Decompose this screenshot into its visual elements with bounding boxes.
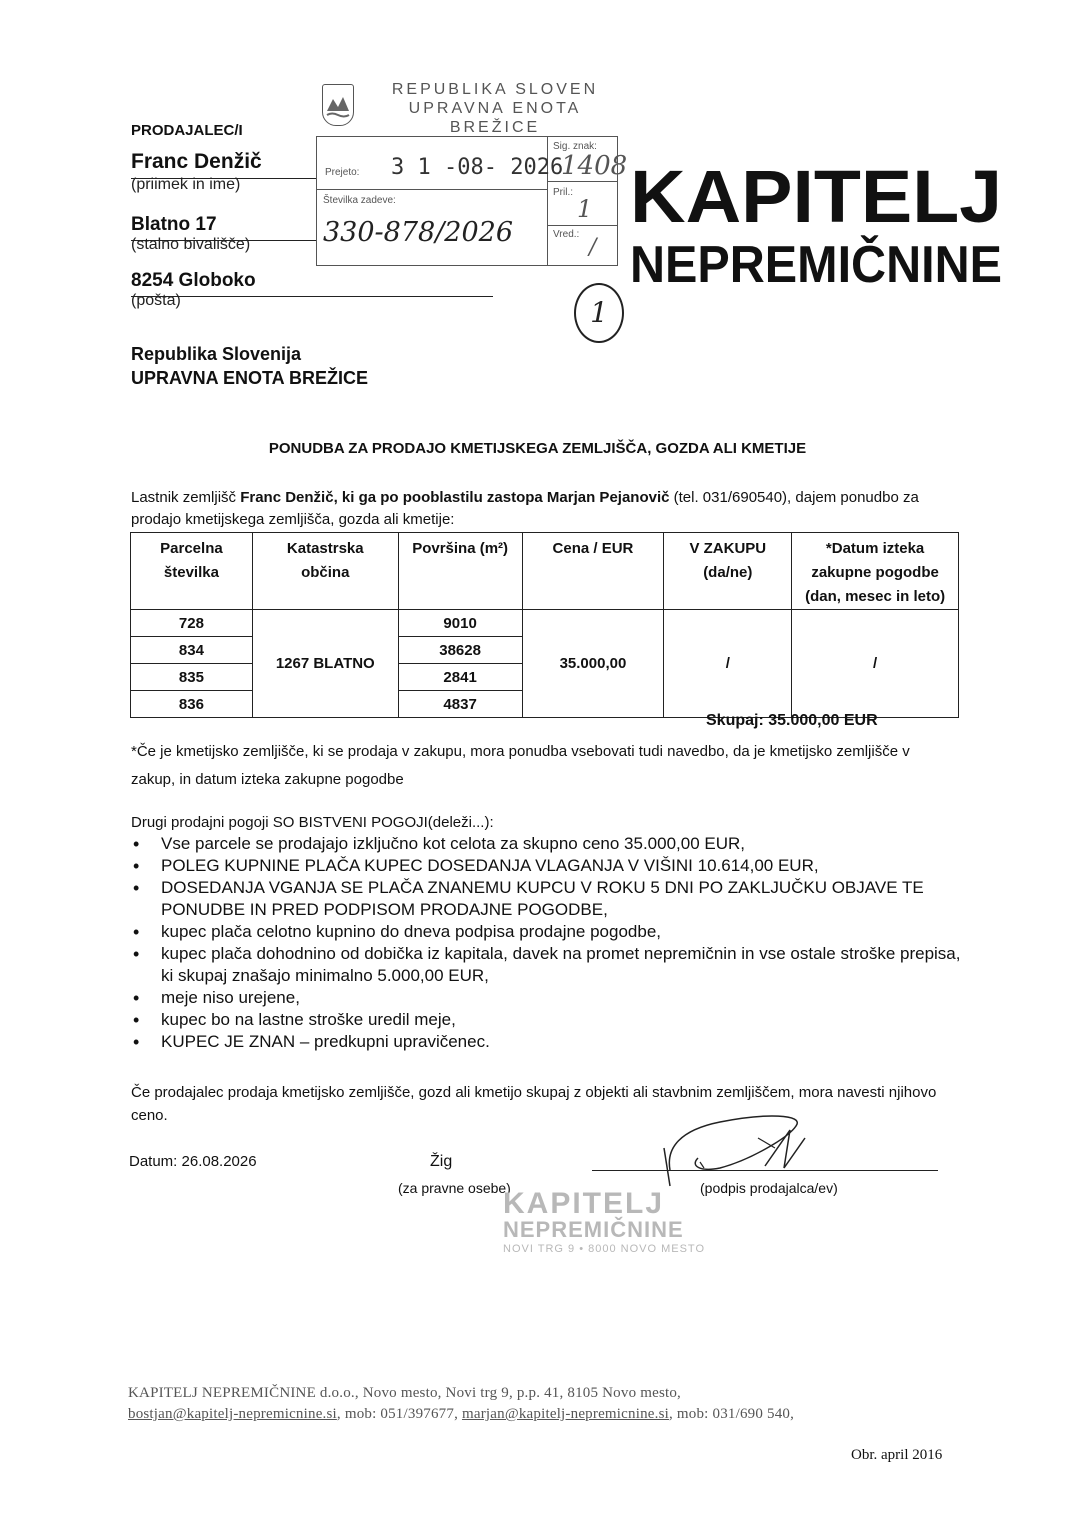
cadastral-municipality: 1267 BLATNO [252, 610, 398, 718]
recipient-line-1: Republika Slovenija [131, 344, 302, 364]
list-item: • kupec plača celotno kupnino do dneva podpisa prodajne pogodbe, [131, 921, 966, 943]
signature [600, 1108, 820, 1188]
seal-line-1: KAPITELJ [503, 1187, 665, 1220]
recipient-line-2: UPRAVNA ENOTA BREŽICE [131, 368, 369, 388]
parcel-area: 4837 [398, 691, 522, 718]
stamp-caption: (za pravne osebe) [398, 1180, 511, 1196]
lease-expiry: / [792, 610, 959, 718]
seller-label: PRODAJALEC/I [131, 122, 243, 139]
form-version: Obr. april 2016 [851, 1447, 943, 1463]
stamp-line-2: UPRAVNA ENOTA [408, 100, 582, 117]
logo-line-1: KAPITELJ [630, 160, 1002, 238]
company-seal [503, 1187, 743, 1255]
footer-email-1[interactable]: bostjan@kapitelj-nepremicnine.si [128, 1406, 337, 1422]
footer-mobile-2: , mob: 031/690 540, [669, 1406, 795, 1422]
col-header-expiry: *Datum izteka zakupne pogodbe (dan, mesec in leto) [792, 533, 959, 610]
list-item: • meje niso urejene, [131, 987, 966, 1009]
seller-name-caption: (priimek in ime) [131, 176, 241, 193]
intro-owner: Franc Denžič, ki ga po pooblastilu zastopa Marjan Pejanovič [240, 489, 670, 506]
footer-mobile-1: , mob: 051/397677, [336, 1406, 462, 1422]
parcel-number: 835 [131, 664, 253, 691]
intro-prefix: Lastnik zemljišč [131, 489, 241, 506]
attachments-label: Pril.: [553, 187, 573, 198]
parcel-area: 38628 [398, 637, 522, 664]
signature-caption: (podpis prodajalca/ev) [700, 1180, 838, 1196]
seller-address: Blatno 17 [131, 214, 217, 235]
company-logo [630, 160, 1002, 290]
value-value: / [589, 235, 597, 260]
parcel-area: 9010 [398, 610, 522, 637]
parcel-number: 728 [131, 610, 253, 637]
case-number-value: 330-878/2026 [323, 217, 514, 248]
intro-paragraph [131, 487, 961, 531]
seal-line-3: NOVI TRG 9 • 8000 NOVO MESTO [503, 1243, 705, 1255]
stamp-label: Žig [430, 1153, 453, 1170]
table-row [131, 610, 959, 637]
coat-of-arms-icon [322, 84, 354, 126]
divider [131, 296, 493, 297]
stamp-line-1: REPUBLIKA SLOVEN [391, 81, 599, 98]
lease-note: *Če je kmetijsko zemljišče, ki se prodaja v zakupu, mora ponudba vsebovati tudi navedbo, da je kmetijsko zemljišče v zakup, in datum izteka zakupne pogodbe [131, 743, 910, 788]
col-header-lease: V ZAKUPU (da/ne) [664, 533, 792, 610]
parcel-number: 834 [131, 637, 253, 664]
footer-line-1: KAPITELJ NEPREMIČNINE d.o.o., Novo mesto, Novi trg 9, p.p. 41, 8105 Novo mesto, [128, 1385, 682, 1401]
stamp-header [370, 80, 620, 137]
footer [128, 1383, 958, 1425]
sign-value: 1408 [561, 151, 628, 181]
case-number-label: Številka zadeve: [323, 195, 396, 206]
signature-line [592, 1170, 938, 1171]
value-label: Vred.: [553, 229, 580, 240]
parcel-area: 2841 [398, 664, 522, 691]
other-terms-label: Drugi prodajni pogoji SO BISTVENI POGOJI(deleži...): [131, 814, 494, 831]
attachments-value: 1 [577, 195, 593, 223]
circled-number: 1 [574, 283, 624, 343]
sign-label: Sig. znak: [553, 141, 597, 152]
seal-line-2: NEPREMIČNINE [503, 1217, 684, 1242]
document-title: PONUDBA ZA PRODAJO KMETIJSKEGA ZEMLJIŠČA, GOZDA ALI KMETIJE [268, 440, 807, 457]
intro-suffix: (tel. 031/690540), dajem ponudbo za prodajo kmetijskega zemljišča, gozda ali kmetije: [131, 489, 919, 528]
conditions-list [131, 833, 966, 1053]
list-item: • KUPEC JE ZNAN – predkupni upravičenec. [131, 1031, 966, 1053]
seller-post-caption: (pošta) [131, 292, 181, 309]
list-item: • POLEG KUPNINE PLAČA KUPEC DOSEDANJA VLAGANJA V VIŠINI 10.614,00 EUR, [131, 855, 966, 877]
list-item: • Vse parcele se prodajajo izključno kot celota za skupno ceno 35.000,00 EUR, [131, 833, 966, 855]
objects-note: Če prodajalec prodaja kmetijsko zemljišče, gozd ali kmetijo skupaj z objekti ali stavbnim zemljiščem, mora navesti njihovo ceno. [131, 1084, 937, 1124]
lease-status: / [664, 610, 792, 718]
seller-address-caption: (stalno bivališče) [131, 236, 251, 253]
seller-post: 8254 Globoko [131, 270, 256, 291]
table-header-row [131, 533, 959, 610]
reception-stamp [316, 136, 628, 266]
col-header-cadastral: Katastrska občina [252, 533, 398, 610]
document-date: Datum: 26.08.2026 [129, 1153, 257, 1170]
stamp-line-3: BREŽICE [449, 119, 541, 136]
list-item: • kupec plača dohodnino od dobička iz kapitala, davek na promet nepremičnin in vse ostale stroške prepisa, ki skupaj znašajo minimalno 5.000,00 EUR, [131, 943, 966, 987]
footer-email-2[interactable]: marjan@kapitelj-nepremicnine.si [461, 1406, 670, 1422]
received-date: 3 1 -08- 2026 [391, 155, 564, 180]
seller-name: Franc Denžič [131, 150, 262, 173]
col-header-area: Površina (m²) [398, 533, 522, 610]
logo-line-2: NEPREMIČNINE [630, 236, 1002, 290]
col-header-price: Cena / EUR [522, 533, 664, 610]
parcels-table [130, 532, 959, 718]
recipient [131, 342, 368, 390]
col-header-parcel: Parcelna številka [131, 533, 253, 610]
total-amount: Skupaj: 35.000,00 EUR [706, 712, 878, 729]
list-item: • kupec bo na lastne stroške uredil meje, [131, 1009, 966, 1031]
list-item: • DOSEDANJA VGANJA SE PLAČA ZNANEMU KUPCU V ROKU 5 DNI PO ZAKLJUČKU OBJAVE TE PONUDBE IN PRED PODPISOM PRODAJNE POGODBE, [131, 877, 966, 921]
parcel-number: 836 [131, 691, 253, 718]
price: 35.000,00 [522, 610, 664, 718]
received-label: Prejeto: [325, 167, 360, 178]
